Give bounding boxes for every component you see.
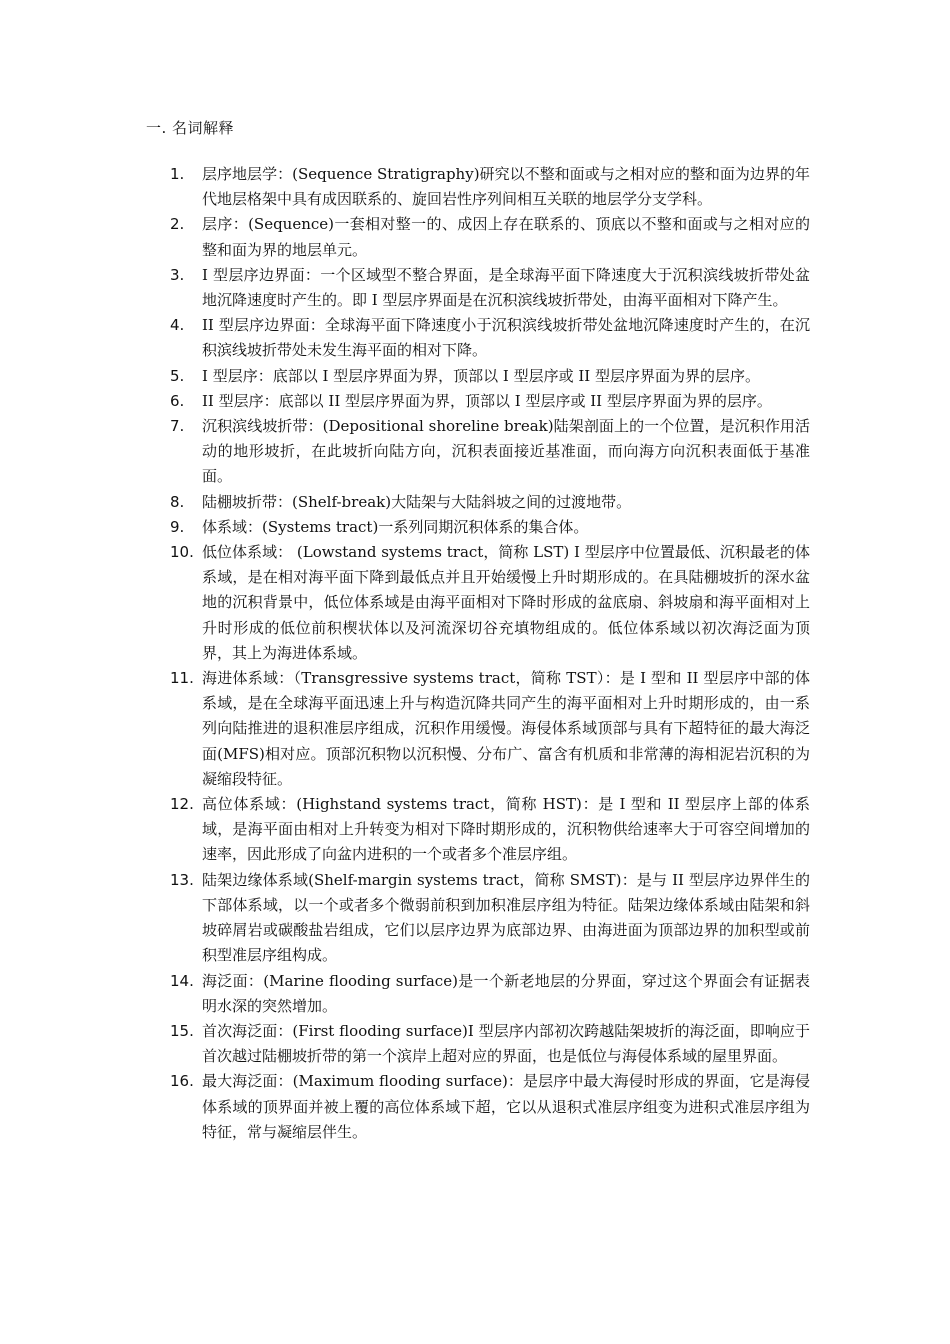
- term-number: 10.: [170, 543, 194, 562]
- term-item: [170, 1019, 810, 1069]
- term-definition: 层序：(Sequence)一套相对整一的、成因上存在联系的、顶底以不整和面或与之相对应的整和面为界的地层单元。: [202, 215, 810, 259]
- term-definition: I 型层序边界面：一个区域型不整合界面，是全球海平面下降速度大于沉积滨线坡折带处盆地沉降速度时产生的。即 I 型层序界面是在沉积滨线坡折带处，由海平面相对下降产生。: [202, 265, 810, 310]
- term-item: [170, 263, 810, 313]
- term-number: 11.: [170, 669, 194, 688]
- term-number: 1.: [170, 165, 185, 183]
- term-definition: 低位体系域： (Lowstand systems tract，简称 LST) I 型层序中位置最低、沉积最老的体系域，是在相对海平面下降到最低点并且开始缓慢上升时期形成的。在具陆棚坡折的深水盆地的沉积背景中，低位体系域是由海平面相对下降时形成的盆底扇、斜坡扇和海平面相对上升时形成的低位前积楔状体以及河流深切谷充填物组成的。低位体系域以初次海泛面为顶界，其上为海进体系域。: [202, 543, 810, 662]
- term-number: 16.: [170, 1072, 194, 1091]
- term-definition: 层序地层学：(Sequence Stratigraphy)研究以不整和面或与之相对应的整和面为边界的年代地层格架中具有成因联系的、旋回岩性序列间相互关联的地层学分支学科。: [202, 165, 810, 209]
- term-definition: 陆架边缘体系域(Shelf-margin systems tract，简称 SMST)：是与 II 型层序边界伴生的下部体系域，以一个或者多个微弱前积到加积准层序组为特征。陆架边缘体系域由陆架和斜坡碎屑岩或碳酸盐岩组成，它们以层序边界为底部边界、由海进面为顶部边界的加积型或前积型准层序组构成。: [202, 870, 810, 965]
- term-item: [170, 389, 810, 414]
- term-item: [170, 969, 810, 1019]
- term-definition: 首次海泛面：(First flooding surface)I 型层序内部初次跨越陆架坡折的海泛面，即响应于首次越过陆棚坡折带的第一个滨岸上超对应的界面，也是低位与海侵体系域的屋里界面。: [202, 1021, 810, 1066]
- term-item: [170, 313, 810, 363]
- term-number: 2.: [170, 215, 185, 234]
- term-number: 6.: [170, 391, 185, 410]
- term-number: 7.: [170, 417, 185, 436]
- term-item: [170, 792, 810, 868]
- term-number: 14.: [170, 971, 194, 990]
- term-definition: II 型层序边界面：全球海平面下降速度小于沉积滨线坡折带处盆地沉降速度时产生的，在沉积滨线坡折带处未发生海平面的相对下降。: [202, 316, 810, 360]
- term-item: [170, 490, 810, 515]
- term-item: [170, 666, 810, 792]
- term-definition: 海进体系域：（Transgressive systems tract，简称 TST）：是 I 型和 II 型层序中部的体系域，是在全球海平面迅速上升与构造沉降共同产生的海平面相对上升时期形成的，由一系列向陆推进的退积准层序组成，沉积作用缓慢。海侵体系域顶部与具有下超特征的最大海泛面(MFS)相对应。顶部沉积物以沉积慢、分布广、富含有机质和非常薄的海相泥岩沉积的为凝缩段特征。: [202, 669, 810, 788]
- term-definition: 高位体系域：(Highstand systems tract，简称 HST)：是 I 型和 II 型层序上部的体系域，是海平面由相对上升转变为相对下降时期形成的，沉积物供给速率大于可容空间增加的速率，因此形成了向盆内进积的一个或者多个准层序组。: [202, 795, 810, 864]
- term-definition: 沉积滨线坡折带：(Depositional shoreline break)陆架剖面上的一个位置，是沉积作用活动的地形坡折，在此坡折向陆方向，沉积表面接近基准面，而向海方向沉积表面低于基准面。: [202, 417, 810, 486]
- term-definition: 体系域：(Systems tract)一系列同期沉积体系的集合体。: [202, 517, 589, 536]
- term-definition: 海泛面：(Marine flooding surface)是一个新老地层的分界面，穿过这个界面会有证据表明水深的突然增加。: [202, 971, 810, 1015]
- term-item: [170, 162, 810, 212]
- term-item: [170, 1069, 810, 1145]
- term-number: 13.: [170, 870, 194, 889]
- term-definition: I 型层序：底部以 I 型层序界面为界，顶部以 I 型层序或 II 型层序界面为界的层序。: [202, 366, 761, 385]
- term-item: [170, 212, 810, 262]
- term-number: 12.: [170, 795, 194, 814]
- term-item: [170, 515, 810, 540]
- term-item: [170, 868, 810, 969]
- term-number: 5.: [170, 366, 185, 385]
- term-definition: 陆棚坡折带：(Shelf-break)大陆架与大陆斜坡之间的过渡地带。: [202, 492, 632, 511]
- term-number: 3.: [170, 265, 185, 284]
- term-number: 15.: [170, 1021, 194, 1040]
- section-heading: 一. 名词解释: [146, 119, 235, 137]
- term-item: [170, 364, 810, 389]
- term-definition: 最大海泛面：(Maximum flooding surface)：是层序中最大海侵时形成的界面，它是海侵体系域的顶界面并被上覆的高位体系域下超，它以从退积式准层序组变为进积式准层序组为特征，常与凝缩层伴生。: [202, 1072, 810, 1141]
- term-list: [170, 162, 810, 1145]
- term-number: 9.: [170, 517, 185, 536]
- term-number: 8.: [170, 492, 185, 511]
- term-definition: II 型层序：底部以 II 型层序界面为界，顶部以 I 型层序或 II 型层序界面为界的层序。: [202, 391, 772, 410]
- term-number: 4.: [170, 316, 185, 335]
- term-item: [170, 414, 810, 490]
- term-item: [170, 540, 810, 666]
